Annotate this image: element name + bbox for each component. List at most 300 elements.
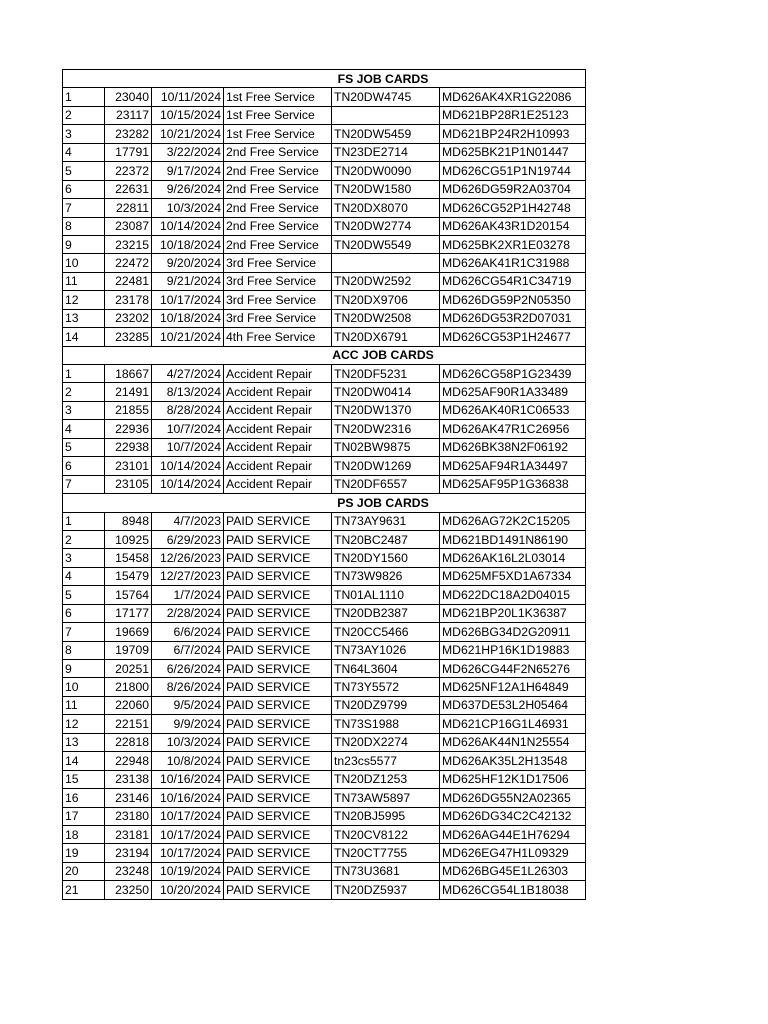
chassis-number-cell[interactable]: MD625AF90R1A33489	[440, 383, 586, 401]
table-row	[63, 291, 586, 309]
registration-cell[interactable]: TN02BW9875	[332, 438, 440, 456]
registration-cell[interactable]: TN20DW2316	[332, 420, 440, 438]
registration-cell[interactable]: TN20DZ9799	[332, 696, 440, 714]
date-cell[interactable]: 8/13/2024	[152, 383, 224, 401]
registration-cell[interactable]: TN20DF6557	[332, 475, 440, 493]
row-index-cell[interactable]: 3	[63, 401, 105, 419]
row-index-cell[interactable]: 2	[63, 530, 105, 548]
job-number-cell[interactable]: 21855	[105, 401, 152, 419]
registration-cell[interactable]: TN20DW1269	[332, 457, 440, 475]
chassis-number-cell[interactable]: MD625BK2XR1E03278	[440, 235, 586, 253]
table-row	[63, 641, 586, 659]
job-number-cell[interactable]: 23105	[105, 475, 152, 493]
date-cell[interactable]: 6/29/2023	[152, 530, 224, 548]
table-row	[63, 143, 586, 161]
chassis-number-cell[interactable]: MD626AK35L2H13548	[440, 752, 586, 770]
row-index-cell[interactable]: 2	[63, 383, 105, 401]
service-type-cell[interactable]: 2nd Free Service	[224, 199, 332, 217]
row-index-cell[interactable]: 9	[63, 235, 105, 253]
job-number-cell[interactable]: 23040	[105, 88, 152, 106]
table-row	[63, 365, 586, 383]
section-title: ACC JOB CARDS	[63, 346, 586, 364]
chassis-number-cell[interactable]: MD626CG53P1H24677	[440, 328, 586, 346]
service-type-cell[interactable]: Accident Repair	[224, 401, 332, 419]
chassis-number-cell[interactable]: MD626AG44E1H76294	[440, 825, 586, 843]
job-number-cell[interactable]: 23146	[105, 789, 152, 807]
row-index-cell[interactable]: 18	[63, 825, 105, 843]
service-type-cell[interactable]: 2nd Free Service	[224, 143, 332, 161]
chassis-number-cell[interactable]: MD626BG34D2G20911	[440, 623, 586, 641]
row-index-cell[interactable]: 6	[63, 180, 105, 198]
job-number-cell[interactable]: 23178	[105, 291, 152, 309]
registration-cell[interactable]: TN20DF5231	[332, 365, 440, 383]
chassis-number-cell[interactable]: MD626DG34C2C42132	[440, 807, 586, 825]
row-index-cell[interactable]: 17	[63, 807, 105, 825]
chassis-number-cell[interactable]: MD626AK44N1N25554	[440, 733, 586, 751]
date-cell[interactable]: 9/17/2024	[152, 162, 224, 180]
row-index-cell[interactable]: 1	[63, 88, 105, 106]
table-row	[63, 457, 586, 475]
row-index-cell[interactable]: 8	[63, 217, 105, 235]
date-cell[interactable]: 10/14/2024	[152, 217, 224, 235]
row-index-cell[interactable]: 5	[63, 162, 105, 180]
job-number-cell[interactable]: 15458	[105, 549, 152, 567]
chassis-number-cell[interactable]: MD626BK38N2F06192	[440, 438, 586, 456]
chassis-number-cell[interactable]: MD626BG45E1L26303	[440, 862, 586, 880]
date-cell[interactable]: 8/26/2024	[152, 678, 224, 696]
date-cell[interactable]: 12/26/2023	[152, 549, 224, 567]
chassis-number-cell[interactable]: MD626AK43R1D20154	[440, 217, 586, 235]
section-header-row	[63, 346, 586, 364]
date-cell[interactable]: 1/7/2024	[152, 586, 224, 604]
registration-cell[interactable]: TN20BC2487	[332, 530, 440, 548]
chassis-number-cell[interactable]: MD625AF94R1A34497	[440, 457, 586, 475]
registration-cell[interactable]	[332, 106, 440, 124]
date-cell[interactable]: 10/8/2024	[152, 752, 224, 770]
service-type-cell[interactable]: PAID SERVICE	[224, 770, 332, 788]
registration-cell[interactable]: TN73AY1026	[332, 641, 440, 659]
date-cell[interactable]: 4/27/2024	[152, 365, 224, 383]
service-type-cell[interactable]: 3rd Free Service	[224, 272, 332, 290]
table-row	[63, 623, 586, 641]
date-cell[interactable]: 10/17/2024	[152, 825, 224, 843]
table-row	[63, 862, 586, 880]
registration-cell[interactable]: TN20DY1560	[332, 549, 440, 567]
service-type-cell[interactable]: PAID SERVICE	[224, 881, 332, 899]
row-index-cell[interactable]: 5	[63, 586, 105, 604]
service-type-cell[interactable]: 1st Free Service	[224, 106, 332, 124]
service-type-cell[interactable]: PAID SERVICE	[224, 733, 332, 751]
date-cell[interactable]: 10/17/2024	[152, 807, 224, 825]
registration-cell[interactable]: TN20DX6791	[332, 328, 440, 346]
section-title: PS JOB CARDS	[63, 494, 586, 512]
job-number-cell[interactable]: 22936	[105, 420, 152, 438]
chassis-number-cell[interactable]: MD626CG58P1G23439	[440, 365, 586, 383]
row-index-cell[interactable]: 1	[63, 365, 105, 383]
table-row	[63, 180, 586, 198]
row-index-cell[interactable]: 21	[63, 881, 105, 899]
date-cell[interactable]: 3/22/2024	[152, 143, 224, 161]
chassis-number-cell[interactable]: MD621BP28R1E25123	[440, 106, 586, 124]
row-index-cell[interactable]: 16	[63, 789, 105, 807]
row-index-cell[interactable]: 13	[63, 309, 105, 327]
row-index-cell[interactable]: 4	[63, 567, 105, 585]
date-cell[interactable]: 10/16/2024	[152, 789, 224, 807]
job-number-cell[interactable]: 21800	[105, 678, 152, 696]
registration-cell[interactable]: TN20DZ5937	[332, 881, 440, 899]
registration-cell[interactable]: TN20DW5459	[332, 125, 440, 143]
job-number-cell[interactable]: 22481	[105, 272, 152, 290]
job-number-cell[interactable]: 22938	[105, 438, 152, 456]
registration-cell[interactable]: tn23cs5577	[332, 752, 440, 770]
registration-cell[interactable]: TN20DX8070	[332, 199, 440, 217]
registration-cell[interactable]: TN20DB2387	[332, 604, 440, 622]
row-index-cell[interactable]: 10	[63, 678, 105, 696]
row-index-cell[interactable]: 19	[63, 844, 105, 862]
row-index-cell[interactable]: 12	[63, 715, 105, 733]
chassis-number-cell[interactable]: MD637DE53L2H05464	[440, 696, 586, 714]
section-title: FS JOB CARDS	[63, 70, 586, 88]
service-type-cell[interactable]: PAID SERVICE	[224, 862, 332, 880]
job-cards-sheet	[62, 69, 586, 900]
table-row	[63, 512, 586, 530]
date-cell[interactable]: 10/17/2024	[152, 291, 224, 309]
registration-cell[interactable]: TN20DW5549	[332, 235, 440, 253]
service-type-cell[interactable]: PAID SERVICE	[224, 660, 332, 678]
table-row	[63, 309, 586, 327]
table-row	[63, 844, 586, 862]
job-number-cell[interactable]: 17177	[105, 604, 152, 622]
registration-cell[interactable]: TN73Y5572	[332, 678, 440, 696]
service-type-cell[interactable]: 2nd Free Service	[224, 217, 332, 235]
date-cell[interactable]: 10/21/2024	[152, 125, 224, 143]
registration-cell[interactable]: TN73U3681	[332, 862, 440, 880]
row-index-cell[interactable]: 2	[63, 106, 105, 124]
table-row	[63, 199, 586, 217]
row-index-cell[interactable]: 1	[63, 512, 105, 530]
job-number-cell[interactable]: 22151	[105, 715, 152, 733]
date-cell[interactable]: 10/16/2024	[152, 770, 224, 788]
job-number-cell[interactable]: 23181	[105, 825, 152, 843]
chassis-number-cell[interactable]: MD625HF12K1D17506	[440, 770, 586, 788]
job-number-cell[interactable]: 23194	[105, 844, 152, 862]
chassis-number-cell[interactable]: MD621CP16G1L46931	[440, 715, 586, 733]
service-type-cell[interactable]: Accident Repair	[224, 383, 332, 401]
date-cell[interactable]: 10/14/2024	[152, 475, 224, 493]
chassis-number-cell[interactable]: MD625NF12A1H64849	[440, 678, 586, 696]
job-number-cell[interactable]: 22631	[105, 180, 152, 198]
row-index-cell[interactable]: 8	[63, 641, 105, 659]
row-index-cell[interactable]: 11	[63, 272, 105, 290]
registration-cell[interactable]: TN20BJ5995	[332, 807, 440, 825]
row-index-cell[interactable]: 7	[63, 623, 105, 641]
registration-cell[interactable]: TN73S1988	[332, 715, 440, 733]
chassis-number-cell[interactable]: MD625AF95P1G36838	[440, 475, 586, 493]
row-index-cell[interactable]: 9	[63, 660, 105, 678]
row-index-cell[interactable]: 7	[63, 475, 105, 493]
service-type-cell[interactable]: 1st Free Service	[224, 88, 332, 106]
service-type-cell[interactable]: PAID SERVICE	[224, 715, 332, 733]
chassis-number-cell[interactable]: MD626CG44F2N65276	[440, 660, 586, 678]
chassis-number-cell[interactable]: MD626DG59R2A03704	[440, 180, 586, 198]
job-number-cell[interactable]: 22060	[105, 696, 152, 714]
table-row	[63, 770, 586, 788]
service-type-cell[interactable]: Accident Repair	[224, 438, 332, 456]
service-type-cell[interactable]: PAID SERVICE	[224, 512, 332, 530]
service-type-cell[interactable]: Accident Repair	[224, 475, 332, 493]
date-cell[interactable]: 6/7/2024	[152, 641, 224, 659]
table-row	[63, 825, 586, 843]
service-type-cell[interactable]: PAID SERVICE	[224, 752, 332, 770]
date-cell[interactable]: 6/6/2024	[152, 623, 224, 641]
row-index-cell[interactable]: 4	[63, 143, 105, 161]
service-type-cell[interactable]: PAID SERVICE	[224, 567, 332, 585]
table-row	[63, 106, 586, 124]
chassis-number-cell[interactable]: MD625BK21P1N01447	[440, 143, 586, 161]
job-number-cell[interactable]: 23101	[105, 457, 152, 475]
service-type-cell[interactable]: 3rd Free Service	[224, 291, 332, 309]
row-index-cell[interactable]: 4	[63, 420, 105, 438]
table-row	[63, 789, 586, 807]
service-type-cell[interactable]: PAID SERVICE	[224, 586, 332, 604]
date-cell[interactable]: 10/7/2024	[152, 420, 224, 438]
job-number-cell[interactable]: 22818	[105, 733, 152, 751]
service-type-cell[interactable]: 4th Free Service	[224, 328, 332, 346]
chassis-number-cell[interactable]: MD626CG52P1H42748	[440, 199, 586, 217]
table-row	[63, 733, 586, 751]
date-cell[interactable]: 9/26/2024	[152, 180, 224, 198]
date-cell[interactable]: 9/5/2024	[152, 696, 224, 714]
date-cell[interactable]: 10/15/2024	[152, 106, 224, 124]
registration-cell[interactable]: TN23DE2714	[332, 143, 440, 161]
service-type-cell[interactable]: Accident Repair	[224, 457, 332, 475]
row-index-cell[interactable]: 12	[63, 291, 105, 309]
row-index-cell[interactable]: 14	[63, 752, 105, 770]
date-cell[interactable]: 10/11/2024	[152, 88, 224, 106]
table-row	[63, 549, 586, 567]
registration-cell[interactable]: TN20DW2508	[332, 309, 440, 327]
service-type-cell[interactable]: 3rd Free Service	[224, 254, 332, 272]
date-cell[interactable]: 10/18/2024	[152, 309, 224, 327]
row-index-cell[interactable]: 13	[63, 733, 105, 751]
service-type-cell[interactable]: 3rd Free Service	[224, 309, 332, 327]
service-type-cell[interactable]: PAID SERVICE	[224, 789, 332, 807]
job-number-cell[interactable]: 23202	[105, 309, 152, 327]
job-number-cell[interactable]: 23285	[105, 328, 152, 346]
service-type-cell[interactable]: Accident Repair	[224, 420, 332, 438]
registration-cell[interactable]: TN73AW5897	[332, 789, 440, 807]
date-cell[interactable]: 10/3/2024	[152, 199, 224, 217]
date-cell[interactable]: 10/18/2024	[152, 235, 224, 253]
job-number-cell[interactable]: 17791	[105, 143, 152, 161]
table-row	[63, 125, 586, 143]
job-number-cell[interactable]: 15764	[105, 586, 152, 604]
service-type-cell[interactable]: PAID SERVICE	[224, 549, 332, 567]
registration-cell[interactable]: TN20DW2774	[332, 217, 440, 235]
chassis-number-cell[interactable]: MD626CG51P1N19744	[440, 162, 586, 180]
job-number-cell[interactable]: 10925	[105, 530, 152, 548]
registration-cell[interactable]: TN20DW1580	[332, 180, 440, 198]
job-number-cell[interactable]: 23180	[105, 807, 152, 825]
table-row	[63, 604, 586, 622]
row-index-cell[interactable]: 3	[63, 549, 105, 567]
service-type-cell[interactable]: 2nd Free Service	[224, 180, 332, 198]
registration-cell[interactable]: TN20DW0090	[332, 162, 440, 180]
job-number-cell[interactable]: 19669	[105, 623, 152, 641]
registration-cell[interactable]: TN20DW4745	[332, 88, 440, 106]
row-index-cell[interactable]: 5	[63, 438, 105, 456]
chassis-number-cell[interactable]: MD626CG54L1B18038	[440, 881, 586, 899]
service-type-cell[interactable]: PAID SERVICE	[224, 696, 332, 714]
job-number-cell[interactable]: 22472	[105, 254, 152, 272]
table-row	[63, 567, 586, 585]
date-cell[interactable]: 10/17/2024	[152, 844, 224, 862]
row-index-cell[interactable]: 14	[63, 328, 105, 346]
job-number-cell[interactable]: 8948	[105, 512, 152, 530]
date-cell[interactable]: 10/20/2024	[152, 881, 224, 899]
date-cell[interactable]: 12/27/2023	[152, 567, 224, 585]
chassis-number-cell[interactable]: MD626DG53R2D07031	[440, 309, 586, 327]
service-type-cell[interactable]: PAID SERVICE	[224, 530, 332, 548]
table-row	[63, 586, 586, 604]
service-type-cell[interactable]: PAID SERVICE	[224, 678, 332, 696]
table-row	[63, 328, 586, 346]
row-index-cell[interactable]: 3	[63, 125, 105, 143]
row-index-cell[interactable]: 6	[63, 604, 105, 622]
table-row	[63, 660, 586, 678]
table-row	[63, 217, 586, 235]
table-row	[63, 162, 586, 180]
registration-cell[interactable]: TN01AL1110	[332, 586, 440, 604]
section-header-row	[63, 494, 586, 512]
chassis-number-cell[interactable]: MD626DG55N2A02365	[440, 789, 586, 807]
table-row	[63, 530, 586, 548]
job-number-cell[interactable]: 18667	[105, 365, 152, 383]
chassis-number-cell[interactable]: MD626AK4XR1G22086	[440, 88, 586, 106]
job-number-cell[interactable]: 23215	[105, 235, 152, 253]
table-row	[63, 272, 586, 290]
chassis-number-cell[interactable]: MD626AK41R1C31988	[440, 254, 586, 272]
job-number-cell[interactable]: 23138	[105, 770, 152, 788]
date-cell[interactable]: 9/9/2024	[152, 715, 224, 733]
date-cell[interactable]: 10/3/2024	[152, 733, 224, 751]
table-row	[63, 383, 586, 401]
chassis-number-cell[interactable]: MD622DC18A2D04015	[440, 586, 586, 604]
date-cell[interactable]: 6/26/2024	[152, 660, 224, 678]
chassis-number-cell[interactable]: MD626AK16L2L03014	[440, 549, 586, 567]
date-cell[interactable]: 4/7/2023	[152, 512, 224, 530]
table-row	[63, 475, 586, 493]
table-row	[63, 401, 586, 419]
job-number-cell[interactable]: 23282	[105, 125, 152, 143]
registration-cell[interactable]: TN20DW2592	[332, 272, 440, 290]
job-number-cell[interactable]: 19709	[105, 641, 152, 659]
registration-cell[interactable]: TN20CC5466	[332, 623, 440, 641]
service-type-cell[interactable]: PAID SERVICE	[224, 807, 332, 825]
service-type-cell[interactable]: PAID SERVICE	[224, 825, 332, 843]
sheet-body	[63, 70, 586, 900]
chassis-number-cell[interactable]: MD621BD1491N86190	[440, 530, 586, 548]
row-index-cell[interactable]: 10	[63, 254, 105, 272]
date-cell[interactable]: 10/21/2024	[152, 328, 224, 346]
job-number-cell[interactable]: 22811	[105, 199, 152, 217]
row-index-cell[interactable]: 7	[63, 199, 105, 217]
section-header-row	[63, 70, 586, 88]
chassis-number-cell[interactable]: MD626CG54R1C34719	[440, 272, 586, 290]
date-cell[interactable]: 9/21/2024	[152, 272, 224, 290]
chassis-number-cell[interactable]: MD626AG72K2C15205	[440, 512, 586, 530]
service-type-cell[interactable]: PAID SERVICE	[224, 844, 332, 862]
table-row	[63, 807, 586, 825]
job-number-cell[interactable]: 15479	[105, 567, 152, 585]
table-row	[63, 438, 586, 456]
chassis-number-cell[interactable]: MD626AK40R1C06533	[440, 401, 586, 419]
table-row	[63, 235, 586, 253]
registration-cell[interactable]: TN64L3604	[332, 660, 440, 678]
table-row	[63, 752, 586, 770]
row-index-cell[interactable]: 6	[63, 457, 105, 475]
job-number-cell[interactable]: 23087	[105, 217, 152, 235]
registration-cell[interactable]: TN20DZ1253	[332, 770, 440, 788]
table-row	[63, 881, 586, 899]
registration-cell[interactable]: TN20CT7755	[332, 844, 440, 862]
chassis-number-cell[interactable]: MD621BP24R2H10993	[440, 125, 586, 143]
row-index-cell[interactable]: 15	[63, 770, 105, 788]
registration-cell[interactable]: TN73W9826	[332, 567, 440, 585]
job-number-cell[interactable]: 23117	[105, 106, 152, 124]
chassis-number-cell[interactable]: MD621HP16K1D19883	[440, 641, 586, 659]
date-cell[interactable]: 10/14/2024	[152, 457, 224, 475]
service-type-cell[interactable]: 1st Free Service	[224, 125, 332, 143]
row-index-cell[interactable]: 11	[63, 696, 105, 714]
table-row	[63, 715, 586, 733]
date-cell[interactable]: 10/7/2024	[152, 438, 224, 456]
table-row	[63, 696, 586, 714]
registration-cell[interactable]	[332, 254, 440, 272]
chassis-number-cell[interactable]: MD626DG59P2N05350	[440, 291, 586, 309]
row-index-cell[interactable]: 20	[63, 862, 105, 880]
registration-cell[interactable]: TN20DX2274	[332, 733, 440, 751]
service-type-cell[interactable]: Accident Repair	[224, 365, 332, 383]
registration-cell[interactable]: TN20DW0414	[332, 383, 440, 401]
chassis-number-cell[interactable]: MD625MF5XD1A67334	[440, 567, 586, 585]
chassis-number-cell[interactable]: MD621BP20L1K36387	[440, 604, 586, 622]
job-number-cell[interactable]: 23250	[105, 881, 152, 899]
job-number-cell[interactable]: 20251	[105, 660, 152, 678]
registration-cell[interactable]: TN73AY9631	[332, 512, 440, 530]
table-row	[63, 88, 586, 106]
service-type-cell[interactable]: PAID SERVICE	[224, 623, 332, 641]
job-number-cell[interactable]: 22948	[105, 752, 152, 770]
date-cell[interactable]: 2/28/2024	[152, 604, 224, 622]
table-row	[63, 420, 586, 438]
job-number-cell[interactable]: 21491	[105, 383, 152, 401]
date-cell[interactable]: 9/20/2024	[152, 254, 224, 272]
date-cell[interactable]: 10/19/2024	[152, 862, 224, 880]
registration-cell[interactable]: TN20DX9706	[332, 291, 440, 309]
chassis-number-cell[interactable]: MD626AK47R1C26956	[440, 420, 586, 438]
date-cell[interactable]: 8/28/2024	[152, 401, 224, 419]
service-type-cell[interactable]: PAID SERVICE	[224, 604, 332, 622]
service-type-cell[interactable]: 2nd Free Service	[224, 235, 332, 253]
service-type-cell[interactable]: 2nd Free Service	[224, 162, 332, 180]
job-number-cell[interactable]: 23248	[105, 862, 152, 880]
service-type-cell[interactable]: PAID SERVICE	[224, 641, 332, 659]
job-number-cell[interactable]: 22372	[105, 162, 152, 180]
registration-cell[interactable]: TN20DW1370	[332, 401, 440, 419]
chassis-number-cell[interactable]: MD626EG47H1L09329	[440, 844, 586, 862]
registration-cell[interactable]: TN20CV8122	[332, 825, 440, 843]
